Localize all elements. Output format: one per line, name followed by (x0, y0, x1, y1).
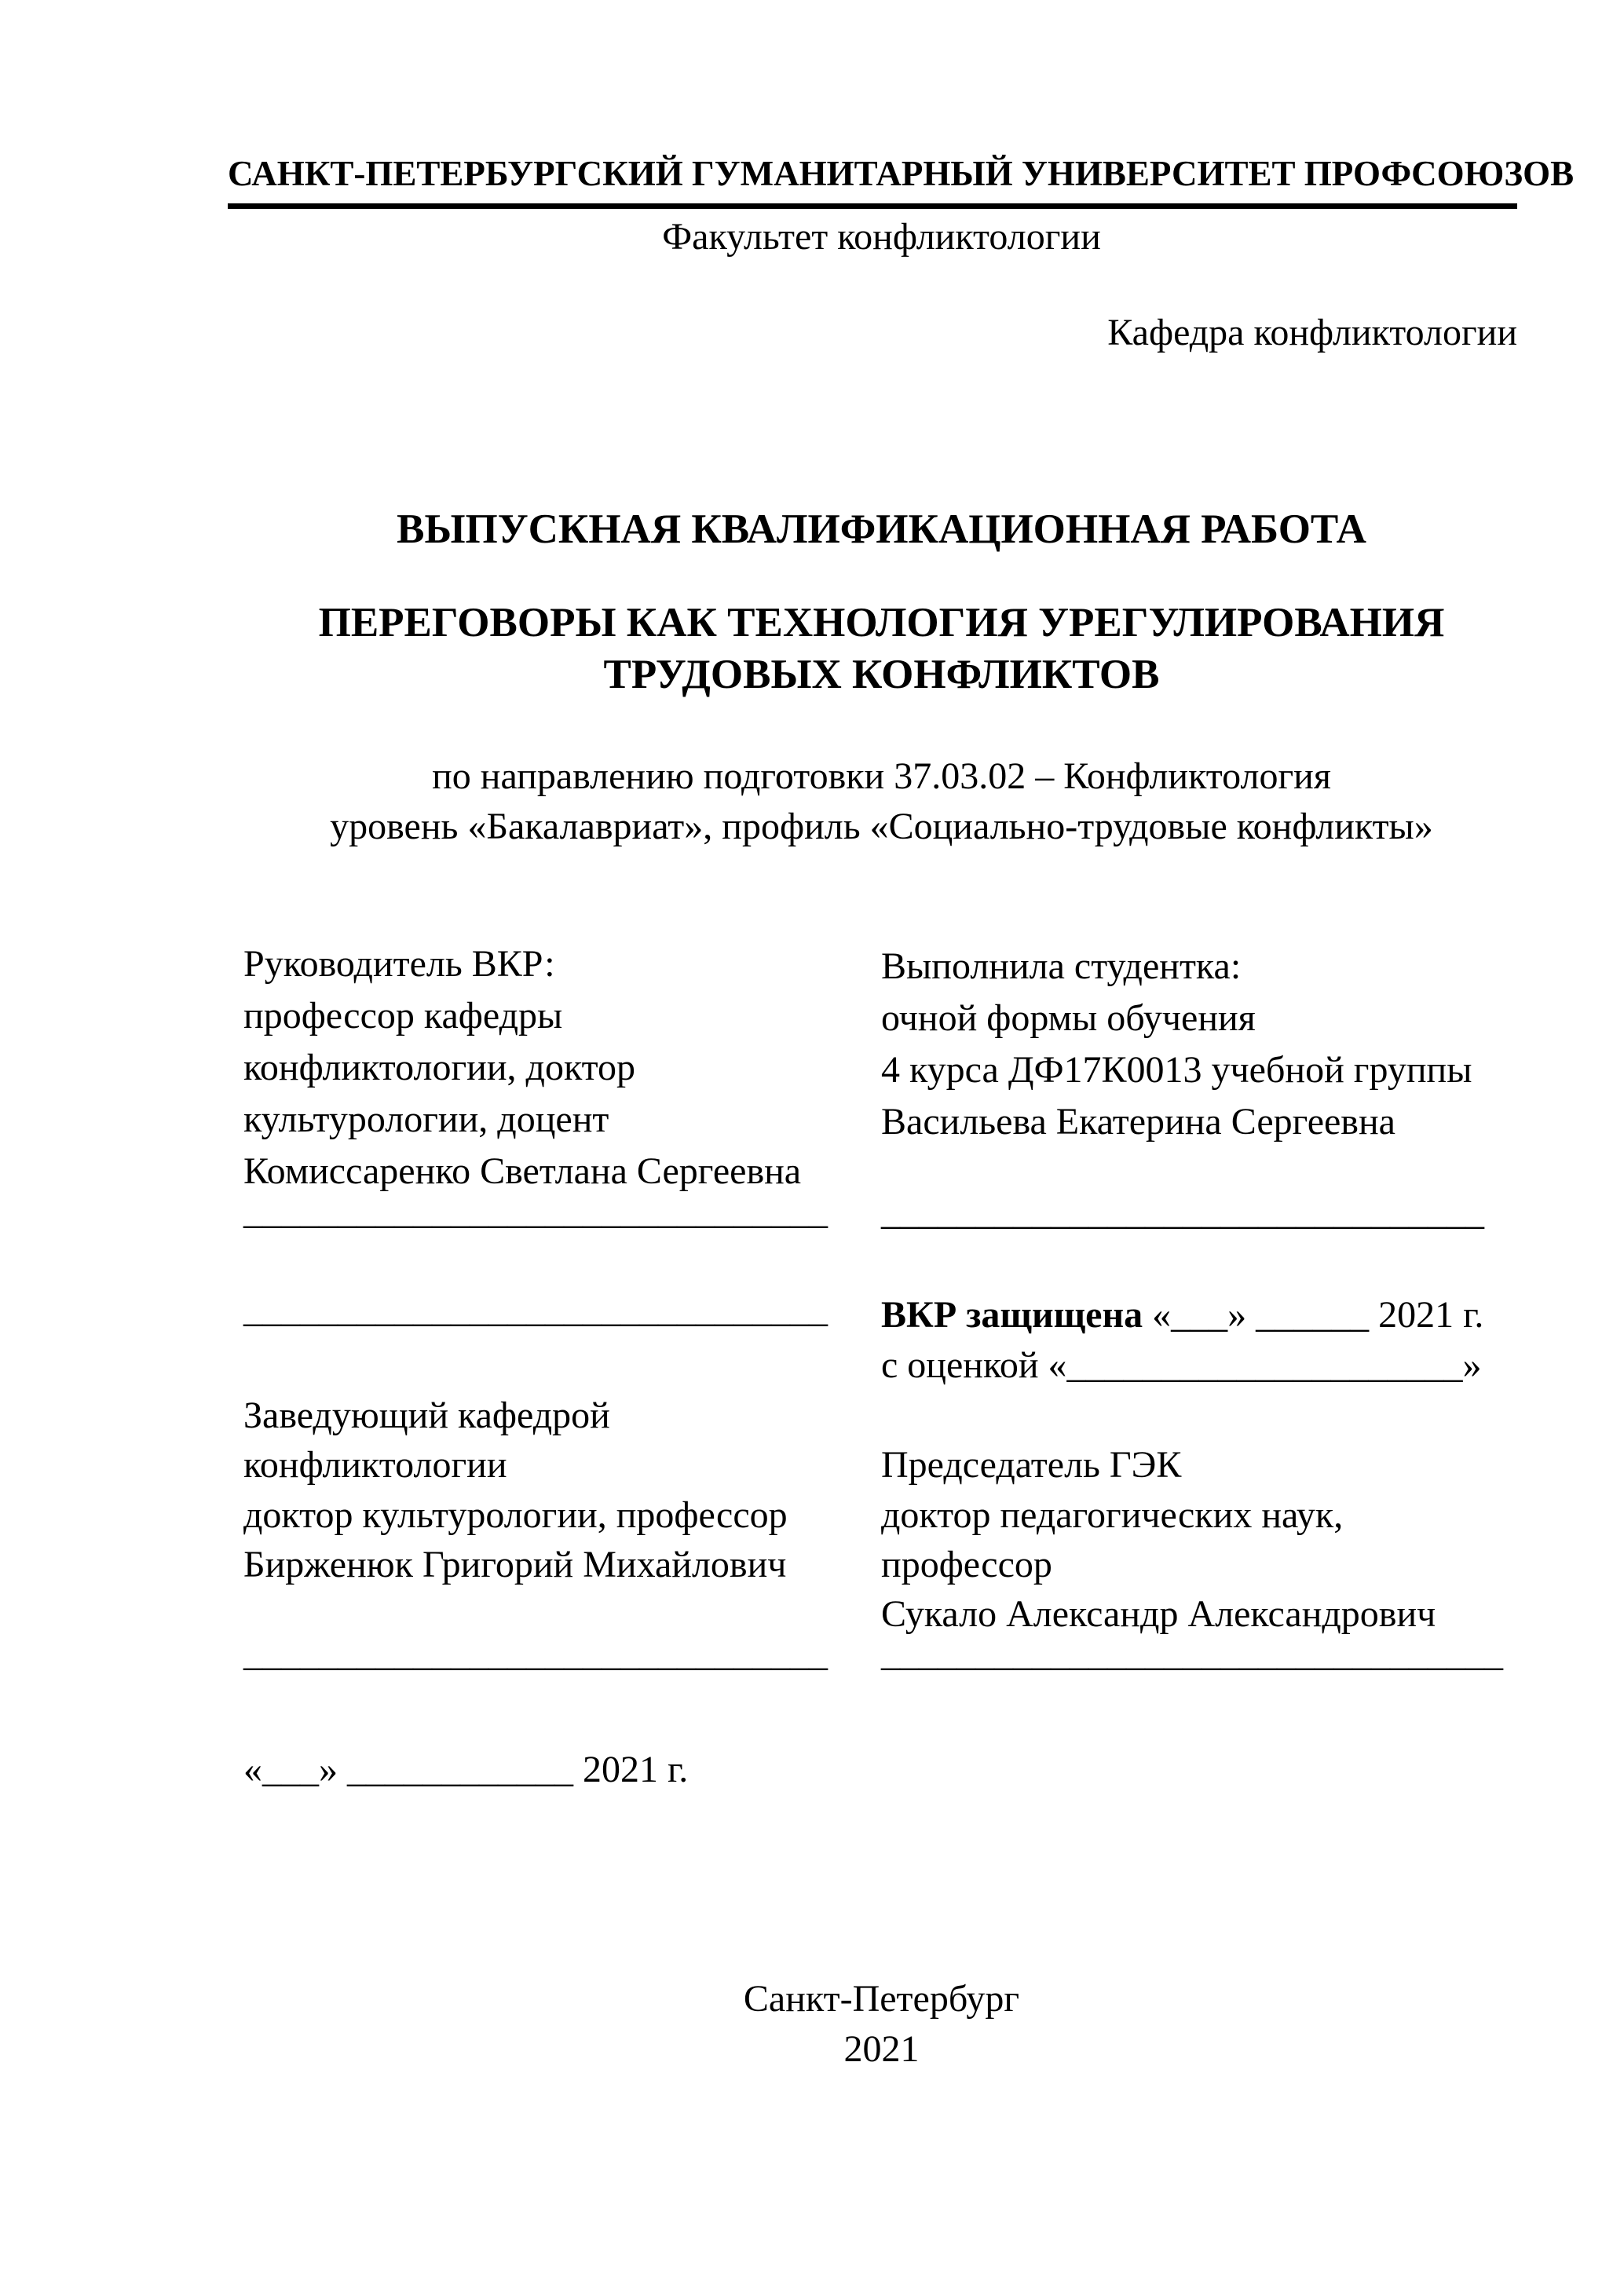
signature-line: _______________________________ (243, 1632, 828, 1674)
thesis-title-line-1: ПЕРЕГОВОРЫ КАК ТЕХНОЛОГИЯ УРЕГУЛИРОВАНИЯ (318, 600, 1445, 645)
head-of-department-line: Заведующий кафедрой (243, 1395, 610, 1436)
university-name: САНКТ-ПЕТЕРБУРГСКИЙ ГУМАНИТАРНЫЙ УНИВЕРСИТЕТ ПРОФСОЮЗОВ (228, 151, 1517, 209)
program-level-profile: уровень «Бакалавриат», профиль «Социально-трудовые конфликты» (330, 806, 1433, 847)
defense-date-blanks: «___» ______ 2021 г. (1143, 1294, 1484, 1336)
supervisor-line: Руководитель ВКР: (243, 943, 555, 985)
supervisor-line: культурологии, доцент (243, 1099, 609, 1140)
supervisor-line: конфликтологии, доктор (243, 1047, 635, 1088)
work-type-heading: ВЫПУСКНАЯ КВАЛИФИКАЦИОННАЯ РАБОТА (397, 506, 1366, 552)
committee-chair-line: Председатель ГЭК (881, 1444, 1182, 1486)
student-line: Выполнила студентка: (881, 945, 1242, 987)
defense-date-line (881, 1290, 1541, 1340)
program-direction: по направлению подготовки 37.03.02 – Конфликтология (432, 755, 1331, 797)
department-name: Кафедра конфликтологии (1107, 312, 1517, 353)
student-group-line: 4 курса ДФ17К0013 учебной группы (881, 1049, 1472, 1091)
head-of-department-line: конфликтологии (243, 1444, 507, 1486)
program-info (243, 751, 1520, 852)
student-line: очной формы обучения (881, 997, 1256, 1039)
defense-date-label: ВКР защищена (881, 1294, 1143, 1336)
supervisor-line: профессор кафедры (243, 995, 563, 1036)
supervisor-name: Комиссаренко Светлана Сергеевна (243, 1150, 802, 1192)
thesis-title (243, 597, 1520, 700)
signature-line: _________________________________ (881, 1632, 1503, 1674)
student-name: Васильева Екатерина Сергеевна (881, 1101, 1395, 1143)
date-blank-line: «___» ____________ 2021 г. (243, 1749, 689, 1790)
signature-line: _______________________________ (243, 1289, 828, 1330)
committee-chair-line: профессор (881, 1544, 1052, 1585)
thesis-title-line-2: ТРУДОВЫХ КОНФЛИКТОВ (603, 652, 1160, 697)
signature-line: _______________________________ (243, 1190, 828, 1232)
footer-city: Санкт-Петербург (743, 1978, 1020, 2020)
committee-chair-name: Сукало Александр Александрович (881, 1593, 1436, 1635)
committee-chair-line: доктор педагогических наук, (881, 1494, 1344, 1536)
head-of-department-line: доктор культурологии, профессор (243, 1494, 788, 1536)
head-of-department-name: Бирженюк Григорий Михайлович (243, 1544, 787, 1585)
faculty-name: Факультет конфликтологии (662, 216, 1101, 258)
defense-grade-line: с оценкой «_____________________» (881, 1344, 1482, 1386)
footer-year: 2021 (843, 2028, 920, 2070)
signature-line: ________________________________ (881, 1191, 1484, 1233)
